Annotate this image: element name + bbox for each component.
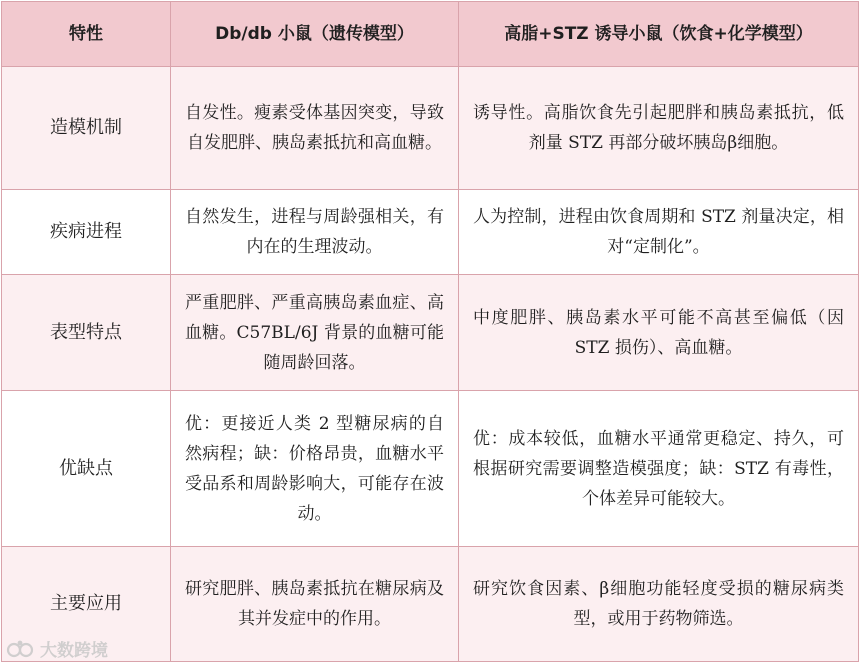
row-db-cell: 自发性。瘦素受体基因突变，导致自发肥胖、胰岛素抵抗和高血糖。 — [171, 67, 459, 190]
table-row — [2, 547, 859, 662]
row-db-cell: 优：更接近人类 2 型糖尿病的自然病程；缺：价格昂贵，血糖水平受品系和周龄影响大，可能存在波动。 — [171, 391, 459, 547]
header-stz-model: 高脂+STZ 诱导小鼠（饮食+化学模型） — [459, 2, 859, 67]
row-stz-cell: 人为控制，进程由饮食周期和 STZ 剂量决定，相对“定制化”。 — [459, 190, 859, 275]
row-feature: 主要应用 — [2, 547, 171, 662]
watermark-logo-icon — [6, 639, 36, 659]
row-feature: 疾病进程 — [2, 190, 171, 275]
comparison-table — [1, 1, 859, 662]
header-row — [2, 2, 859, 67]
row-feature: 造模机制 — [2, 67, 171, 190]
table-row — [2, 190, 859, 275]
row-stz-cell: 优：成本较低，血糖水平通常更稳定、持久，可根据研究需要调整造模强度；缺：STZ 有毒性，个体差异可能较大。 — [459, 391, 859, 547]
row-feature: 表型特点 — [2, 275, 171, 391]
row-db-cell: 严重肥胖、严重高胰岛素血症、高血糖。C57BL/6J 背景的血糖可能随周龄回落。 — [171, 275, 459, 391]
row-stz-cell: 研究饮食因素、β细胞功能轻度受损的糖尿病类型，或用于药物筛选。 — [459, 547, 859, 662]
watermark — [6, 636, 108, 661]
row-feature: 优缺点 — [2, 391, 171, 547]
row-stz-cell: 中度肥胖、胰岛素水平可能不高甚至偏低（因 STZ 损伤）、高血糖。 — [459, 275, 859, 391]
watermark-text: 大数跨境 — [40, 641, 108, 661]
header-db-model: Db/db 小鼠（遗传模型） — [171, 2, 459, 67]
row-db-cell: 自然发生，进程与周龄强相关，有内在的生理波动。 — [171, 190, 459, 275]
table-row — [2, 391, 859, 547]
row-stz-cell: 诱导性。高脂饮食先引起肥胖和胰岛素抵抗，低剂量 STZ 再部分破坏胰岛β细胞。 — [459, 67, 859, 190]
row-db-cell: 研究肥胖、胰岛素抵抗在糖尿病及其并发症中的作用。 — [171, 547, 459, 662]
table-row — [2, 275, 859, 391]
table-row — [2, 67, 859, 190]
header-feature: 特性 — [2, 2, 171, 67]
